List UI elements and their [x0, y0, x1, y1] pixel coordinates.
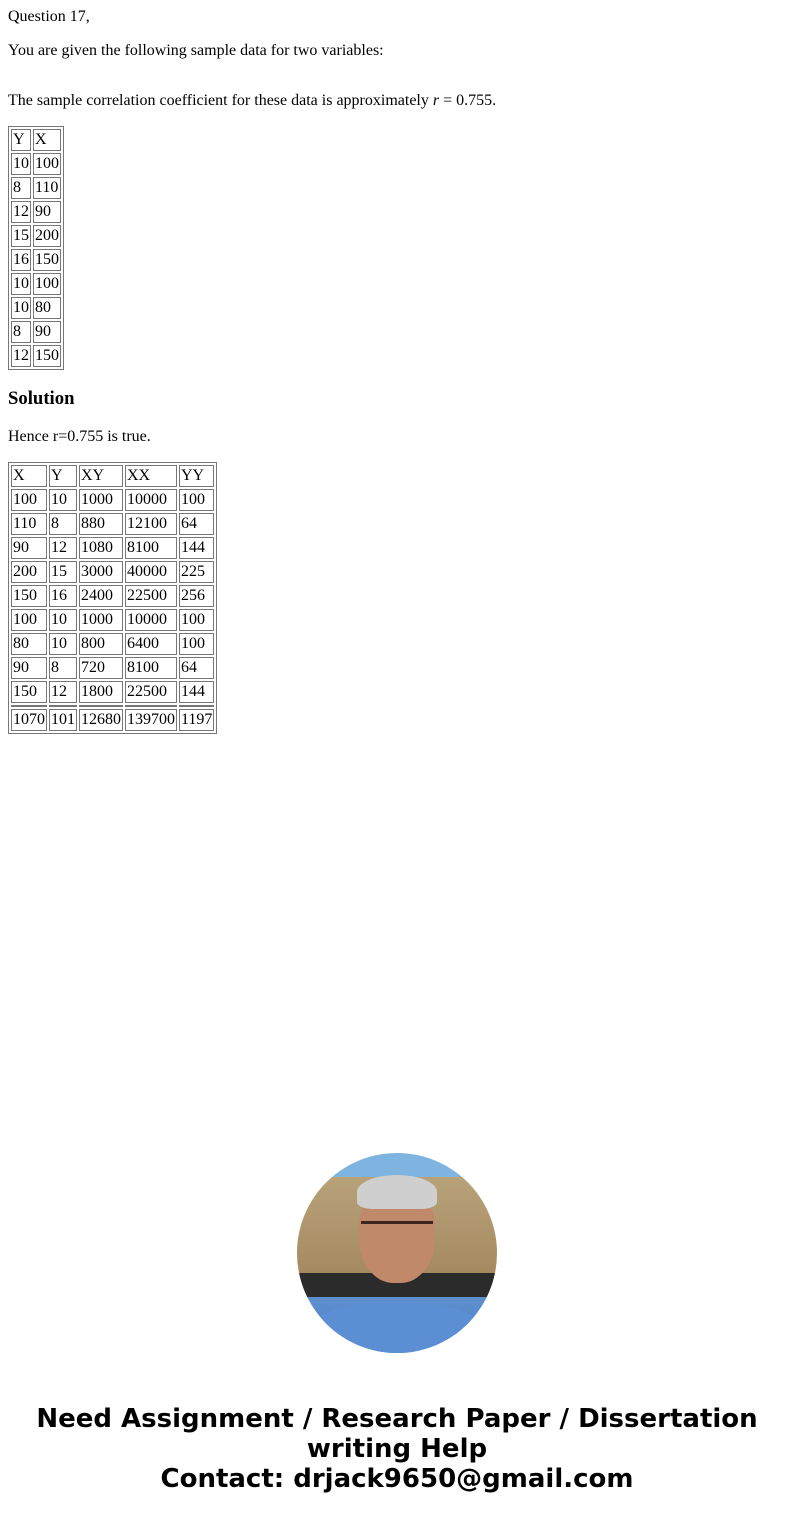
table-cell: 1080: [79, 537, 123, 559]
table-cell: 3000: [79, 561, 123, 583]
table-cell: 150: [11, 585, 47, 607]
table-cell: 1197: [179, 709, 214, 731]
table-cell: Y: [11, 129, 31, 151]
table-cell: X: [33, 129, 61, 151]
table-cell: 1070: [11, 709, 47, 731]
table-cell: 90: [33, 201, 61, 223]
table-cell: 144: [179, 537, 214, 559]
table-cell: 12: [11, 201, 31, 223]
table-row: [11, 225, 61, 247]
table-cell: 10000: [125, 609, 177, 631]
table-cell: 8: [49, 657, 77, 679]
table-cell: 720: [79, 657, 123, 679]
table-cell: 1000: [79, 609, 123, 631]
table-row: [11, 177, 61, 199]
table-cell: 10: [11, 297, 31, 319]
table-header-row: [11, 465, 214, 487]
table-cell: 256: [179, 585, 214, 607]
table-cell: 16: [49, 585, 77, 607]
table-cell: X: [11, 465, 47, 487]
author-photo: [297, 1153, 497, 1353]
table-row: [11, 345, 61, 367]
table-row: [11, 561, 214, 583]
table-cell: 8: [49, 513, 77, 535]
calc-table: [8, 462, 217, 734]
table-row: [11, 201, 61, 223]
table-cell: YY: [179, 465, 214, 487]
table-cell: 8: [11, 177, 31, 199]
table-row: [11, 249, 61, 271]
table-cell: 150: [11, 681, 47, 703]
table-cell: 80: [33, 297, 61, 319]
statement-var: r: [432, 92, 440, 109]
table-cell: 100: [11, 489, 47, 511]
table-cell: 110: [11, 513, 47, 535]
table-cell: 12: [49, 681, 77, 703]
statement: [8, 92, 786, 110]
table-row: [11, 489, 214, 511]
table-cell: 40000: [125, 561, 177, 583]
table-cell: 8100: [125, 657, 177, 679]
table-row: [11, 537, 214, 559]
table-cell: 800: [79, 633, 123, 655]
table-cell: 90: [11, 537, 47, 559]
table-cell: 8: [11, 321, 31, 343]
table-cell: 200: [33, 225, 61, 247]
table-cell: 100: [179, 609, 214, 631]
table-cell: 16: [11, 249, 31, 271]
table-cell: 10: [49, 633, 77, 655]
table-cell: 64: [179, 657, 214, 679]
promo-line-1: Need Assignment / Research Paper / Dissertation: [36, 1404, 758, 1434]
table-cell: 80: [11, 633, 47, 655]
table-cell: 100: [33, 273, 61, 295]
question-title: Question 17,: [8, 8, 90, 25]
table-cell: XY: [79, 465, 123, 487]
table-row: [11, 609, 214, 631]
table-cell: 15: [11, 225, 31, 247]
table-row: [11, 153, 61, 175]
table-row: [11, 273, 61, 295]
table-cell: 200: [11, 561, 47, 583]
statement-pre: The sample correlation coefficient for these data is approximately: [8, 92, 433, 109]
intro-text: You are given the following sample data for two variables:: [8, 42, 384, 59]
table-cell: Y: [49, 465, 77, 487]
table-row: [11, 633, 214, 655]
table-cell: 22500: [125, 585, 177, 607]
table-row: [11, 681, 214, 703]
table-cell: 100: [179, 633, 214, 655]
promo-line-2: writing Help: [306, 1434, 488, 1464]
table-cell: 100: [179, 489, 214, 511]
table-cell: 90: [33, 321, 61, 343]
table-header-row: [11, 129, 61, 151]
table-row: [11, 585, 214, 607]
table-cell: 6400: [125, 633, 177, 655]
table-cell: 144: [179, 681, 214, 703]
table-cell: 8100: [125, 537, 177, 559]
table-cell: 10: [11, 153, 31, 175]
table-cell: 100: [11, 609, 47, 631]
table-cell: 10: [49, 609, 77, 631]
table-cell: 150: [33, 345, 61, 367]
table-cell: 10: [11, 273, 31, 295]
table-cell: 1000: [79, 489, 123, 511]
table-cell: 22500: [125, 681, 177, 703]
table-cell: 100: [33, 153, 61, 175]
table-cell: 2400: [79, 585, 123, 607]
data-table: [8, 126, 64, 370]
promo-banner: [0, 1404, 794, 1494]
table-cell: 12: [11, 345, 31, 367]
table-row: [11, 513, 214, 535]
statement-post: = 0.755.: [439, 92, 497, 109]
table-cell: 101: [49, 709, 77, 731]
table-row: [11, 321, 61, 343]
table-row: [11, 297, 61, 319]
table-cell: 225: [179, 561, 214, 583]
table-cell: 880: [79, 513, 123, 535]
totals-row: [11, 709, 214, 731]
table-cell: 10000: [125, 489, 177, 511]
table-cell: 110: [33, 177, 61, 199]
table-cell: 1800: [79, 681, 123, 703]
table-cell: 12: [49, 537, 77, 559]
solution-heading: Solution: [8, 388, 75, 409]
conclusion: Hence r=0.755 is true.: [8, 428, 151, 445]
table-cell: 64: [179, 513, 214, 535]
table-cell: 90: [11, 657, 47, 679]
table-cell: XX: [125, 465, 177, 487]
promo-line-3: Contact: drjack9650@gmail.com: [160, 1464, 634, 1494]
table-cell: 10: [49, 489, 77, 511]
table-cell: 150: [33, 249, 61, 271]
table-cell: 12100: [125, 513, 177, 535]
separator-row: [11, 705, 214, 707]
table-cell: 139700: [125, 709, 177, 731]
table-cell: 15: [49, 561, 77, 583]
table-row: [11, 657, 214, 679]
table-cell: 12680: [79, 709, 123, 731]
